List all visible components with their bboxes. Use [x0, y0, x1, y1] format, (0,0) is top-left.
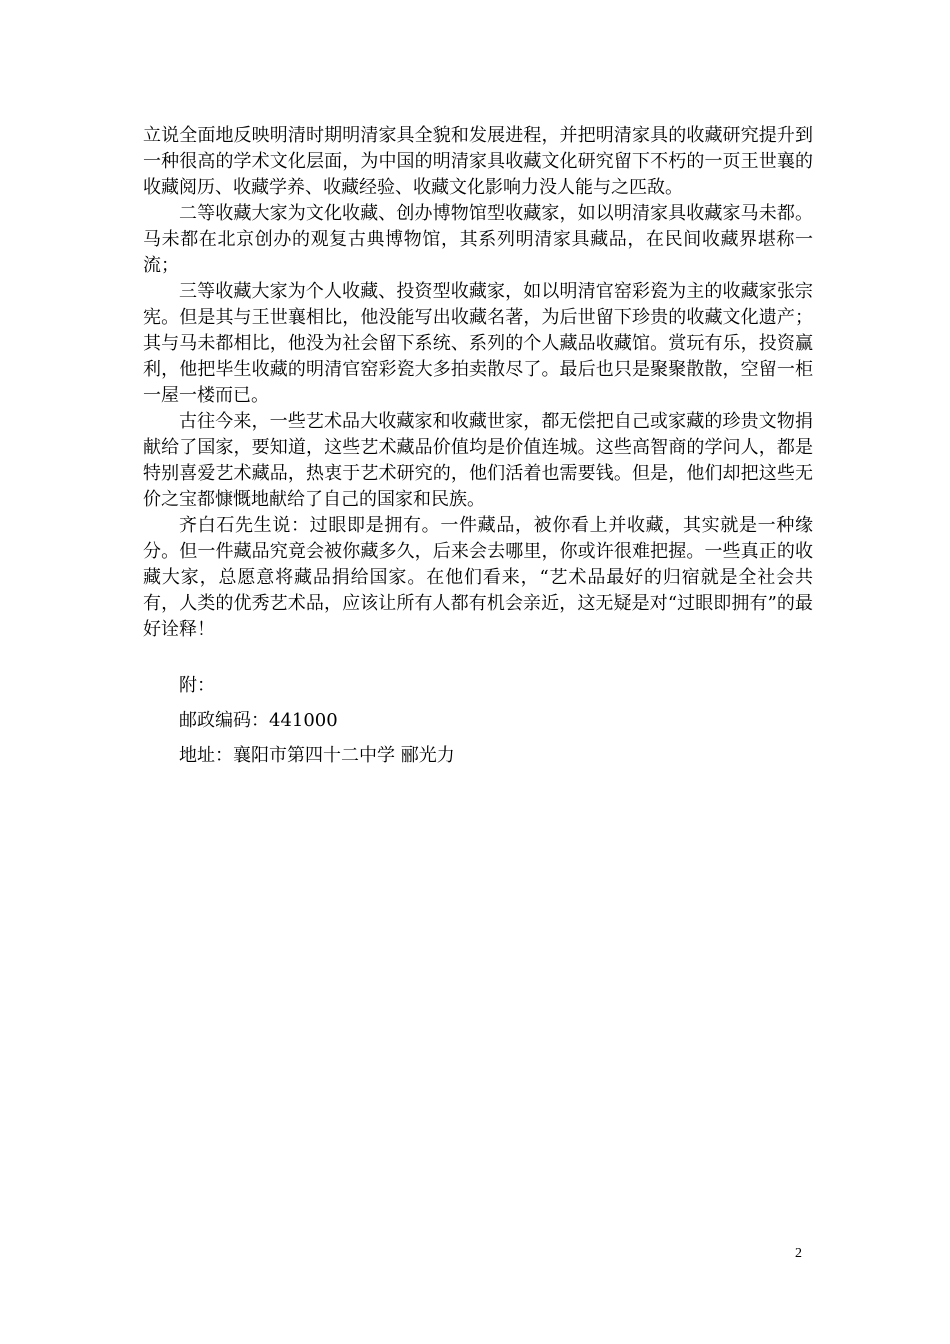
paragraph-third-class-collector: 三等收藏大家为个人收藏、投资型收藏家，如以明清官窑彩瓷为主的收藏家张宗宪。但是其与王世襄相比，他没能写出收藏名著，为后世留下珍贵的收藏文化遗产；其与马未都相比，他没为社会留下系统、系列的个人藏品收藏馆。赏玩有乐，投资赢利，他把毕生收藏的明清官窑彩瓷大多拍卖散尽了。最后也只是聚聚散散，空留一柜一屋一楼而已。 — [143, 281, 813, 406]
appendix-heading: 附： — [179, 675, 215, 696]
body-text — [143, 123, 813, 643]
paragraph-continuation: 立说全面地反映明清时期明清家具全貌和发展进程，并把明清家具的收藏研究提升到一种很高的学术文化层面，为中国的明清家具收藏文化研究留下不朽的一页王世襄的收藏阅历、收藏学养、收藏经验、收藏文化影响力没人能与之匹敌。 — [143, 125, 813, 198]
appendix-address: 地址：襄阳市第四十二中学 郦光力 — [179, 745, 455, 766]
appendix — [179, 673, 799, 778]
paragraph-donations: 古往今来，一些艺术品大收藏家和收藏世家，都无偿把自己或家藏的珍贵文物捐献给了国家，要知道，这些艺术藏品价值均是价值连城。这些高智商的学问人，都是特别喜爱艺术藏品，热衷于艺术研究的，他们活着也需要钱。但是，他们却把这些无价之宝都慷慨地献给了自己的国家和民族。 — [143, 411, 813, 510]
paragraph-second-class-collector: 二等收藏大家为文化收藏、创办博物馆型收藏家，如以明清家具收藏家马未都。马未都在北京创办的观复古典博物馆，其系列明清家具藏品，在民间收藏界堪称一流； — [143, 203, 813, 276]
appendix-postcode: 邮政编码：441000 — [179, 710, 338, 731]
page-number: 2 — [795, 1246, 802, 1261]
paragraph-qi-baishi-quote: 齐白石先生说：过眼即是拥有。一件藏品，被你看上并收藏，其实就是一种缘分。但一件藏品究竟会被你藏多久，后来会去哪里，你或许很难把握。一些真正的收藏大家，总愿意将藏品捐给国家。在他们看来，“艺术品最好的归宿就是全社会共有，人类的优秀艺术品，应该让所有人都有机会亲近，这无疑是对“过眼即拥有”的最好诠释！ — [143, 515, 813, 640]
